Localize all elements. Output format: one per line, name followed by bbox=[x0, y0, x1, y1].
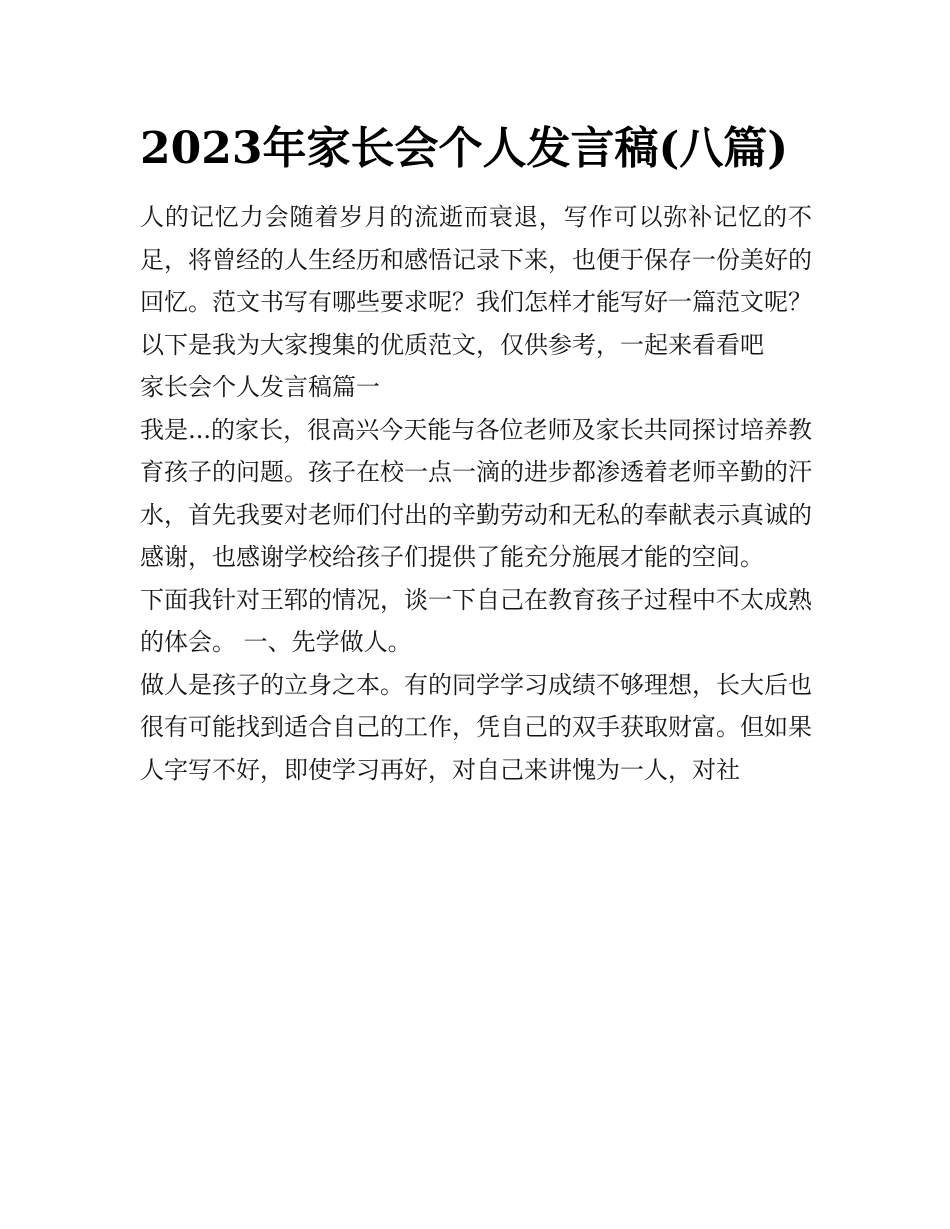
document-page bbox=[140, 112, 812, 791]
intro-paragraph: 人的记忆力会随着岁月的流逝而衰退，写作可以弥补记忆的不足，将曾经的人生经历和感悟记录下来，也便于保存一份美好的回忆。范文书写有哪些要求呢？我们怎样才能写好一篇范文呢？以下是我为大家搜集的优质范文，仅供参考，一起来看看吧 bbox=[140, 203, 812, 359]
document-title: 2023年家长会个人发言稿(八篇) bbox=[140, 123, 789, 174]
body-paragraph: 下面我针对王郓的情况，谈一下自己在教育孩子过程中不太成熟的体会。 一、先学做人。 bbox=[140, 585, 812, 656]
body-paragraph: 我是...的家长，很高兴今天能与各位老师及家长共同探讨培养教育孩子的问题。孩子在校一点一滴的进步都渗透着老师辛勤的汗水，首先我要对老师们付出的辛勤劳动和无私的奉献表示真诚的感谢，也感谢学校给孩子们提供了能充分施展才能的空间。 bbox=[140, 415, 812, 571]
section-heading: 家长会个人发言稿篇一 bbox=[140, 373, 380, 401]
body-paragraph: 做人是孩子的立身之本。有的同学学习成绩不够理想，长大后也很有可能找到适合自己的工作，凭自己的双手获取财富。但如果人字写不好，即使学习再好，对自己来讲愧为一人，对社 bbox=[140, 670, 812, 784]
